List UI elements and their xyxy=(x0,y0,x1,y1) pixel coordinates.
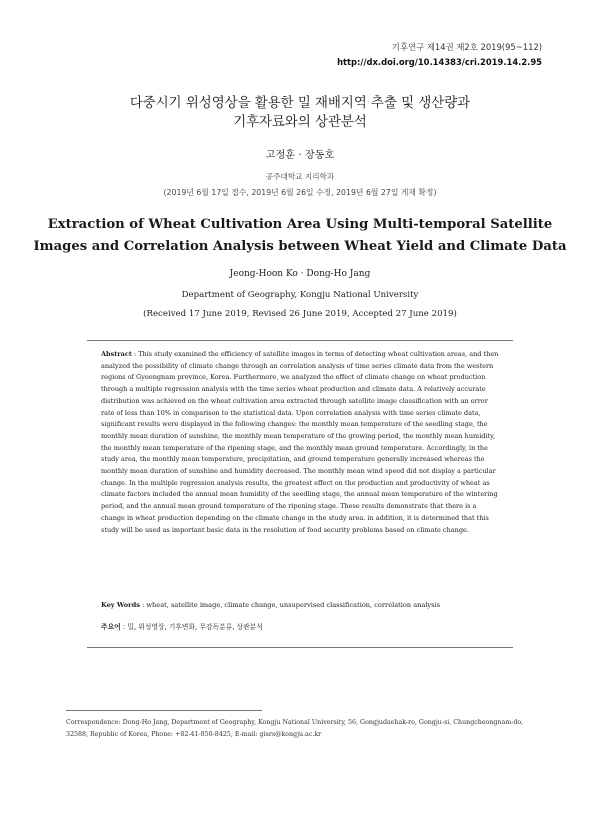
correspondence-footnote: Correspondence: Dong-Ho Jang, Department of Geography, Kongju National University, 56, Gongjudaehak-ro, Gongju-si, Chungcheongnam-do, 32588, Republic of Korea, Phone: +82-41-850-8425, E-mail: gisrs@kongju.ac.kr xyxy=(66,719,524,738)
keywords-text: : wheat, satellite image, climate change, unsupervised classification, correlation analysis xyxy=(142,601,441,609)
keywords xyxy=(101,601,500,609)
footnote-rule xyxy=(66,710,262,711)
abstract-text: : This study examined the efficiency of satellite images in terms of detecting wheat cultivation areas, and then analyzed the possibility of climate change through an correlation analysis of time series climate data from the western regions of Gyeongnam province, Korea. Furthermore, we analyzed the effect of climate change on wheat production through a multiple regression analysis with the time series wheat production and climate data. A relatively accurate distribution was achieved on the wheat cultivation area extracted through satellite image classification with an error rate of less than 10% in comparison to the statistical data. Upon correlation analysis with time series climate data, significant results were displayed in the following changes: the monthly mean temperature of the seedling stage, the monthly mean duration of sunshine, the monthly mean temperature of the growing period, the monthly mean humidity, the monthly mean temperature of the ripening stage, and the monthly mean ground temperature. Accordingly, in the study area, the monthly mean temperature, precipitation, and ground temperature generally increased whereas the monthly mean duration of sunshine and humidity decreased. The monthly mean wind speed did not display a particular change. In the multiple regression analysis results, the greatest effect on the production and productivity of wheat as climate factors included the annual mean humidity of the seedling stage, the annual mean temperature of the wintering period, and the annual mean ground temperature of the ripening stage. These results demonstrate that there is a change in wheat production depending on the climate change in the study area. in addition, it is determined that this study will be used as important basic data in the resolution of food security problems based on climate change. xyxy=(101,350,499,534)
abstract-label: Abstract xyxy=(101,350,132,358)
keywords-korean xyxy=(101,621,500,631)
journal-header xyxy=(337,40,542,70)
abstract xyxy=(101,349,500,536)
abstract-bottom-rule xyxy=(87,647,513,648)
korean-dates: (2019년 6월 17일 접수, 2019년 6월 26일 수정, 2019년 6월 27일 게재 확정) xyxy=(163,188,437,197)
journal-citation: 기후연구 제14권 제2호 2019(95~112) xyxy=(391,42,542,52)
keywords-korean-label: 주요어 xyxy=(101,623,121,631)
korean-affiliation: 공주대학교 지리학과 xyxy=(265,172,335,181)
abstract-top-rule xyxy=(87,340,513,341)
english-affiliation: Department of Geography, Kongju National University xyxy=(181,290,419,300)
korean-authors: 고정훈 · 장동호 xyxy=(265,150,335,161)
english-dates: (Received 17 June 2019, Revised 26 June 2019, Accepted 27 June 2019) xyxy=(143,309,457,319)
korean-title xyxy=(0,94,600,132)
keywords-label: Key Words xyxy=(101,601,140,609)
korean-title-line2: 기후자료와의 상관분석 xyxy=(233,115,367,130)
korean-title-line1: 다중시기 위성영상을 활용한 밀 재배지역 추출 및 생산량과 xyxy=(129,96,471,111)
english-authors: Jeong-Hoon Ko · Dong-Ho Jang xyxy=(229,269,371,279)
english-title-line2: Images and Correlation Analysis between Wheat Yield and Climate Data xyxy=(33,239,567,254)
english-title-line1: Extraction of Wheat Cultivation Area Using Multi-temporal Satellite xyxy=(47,217,553,232)
keywords-korean-text: : 밀, 위성영상, 기후변화, 무감독분류, 상관분석 xyxy=(122,623,263,631)
english-title xyxy=(0,214,600,258)
doi-link[interactable]: http://dx.doi.org/10.14383/cri.2019.14.2.95 xyxy=(337,57,542,67)
